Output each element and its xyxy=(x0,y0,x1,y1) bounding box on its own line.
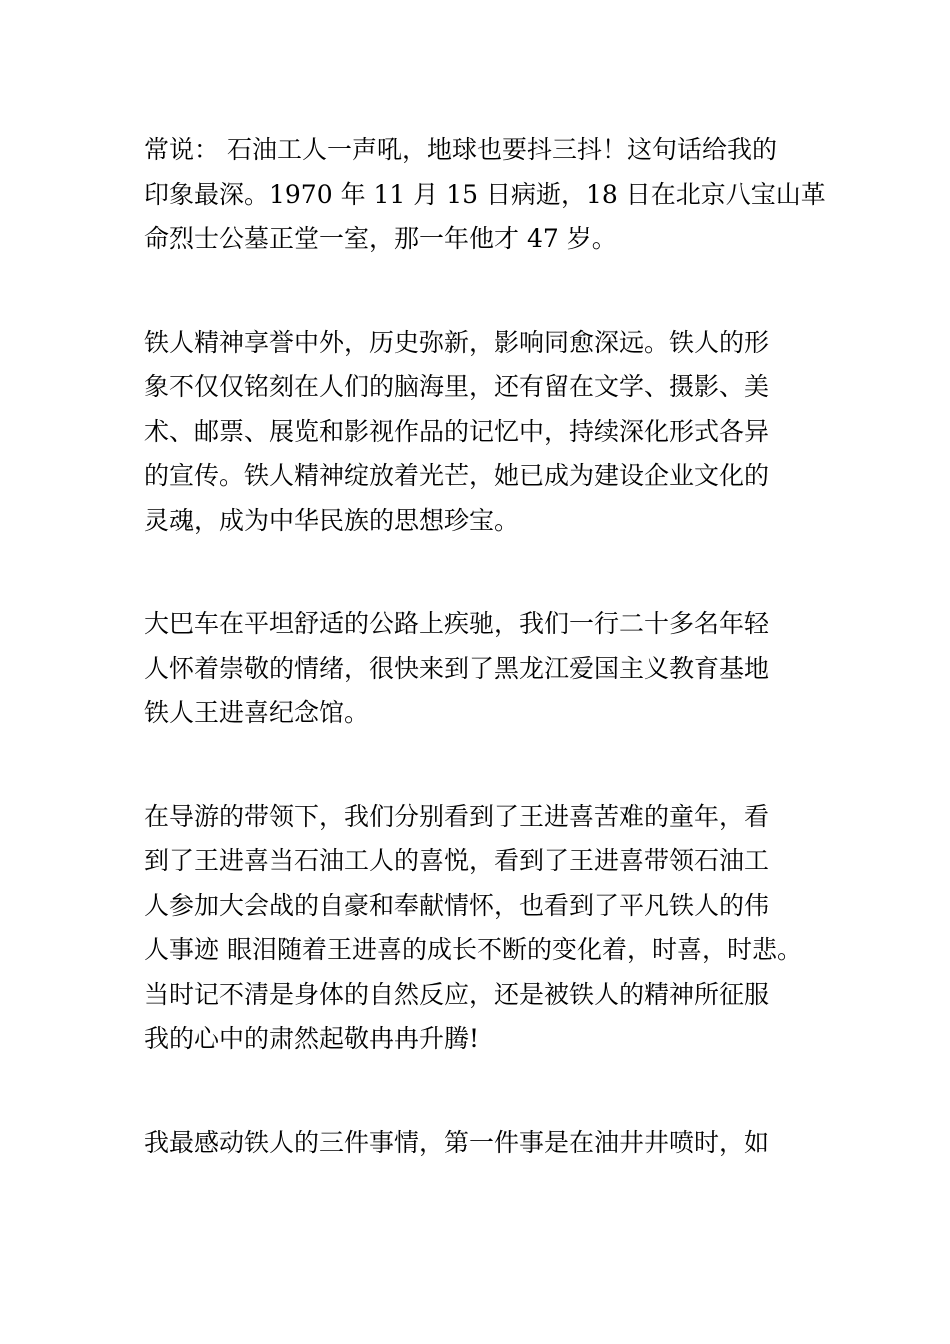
paragraph-gap xyxy=(144,1062,812,1121)
text-line: 印象最深。1970 年 11 月 15 日病逝，18 日在北京八宝山革 xyxy=(144,179,826,209)
text-line: 我最感动铁人的三件事情，第一件事是在油井井喷时，如 xyxy=(144,1127,770,1157)
text-line: 人参加大会战的自豪和奉献情怀，也看到了平凡铁人的伟 xyxy=(144,890,770,920)
text-line: 当时记不清是身体的自然反应，还是被铁人的精神所征服 xyxy=(144,979,770,1009)
paragraph-gap xyxy=(144,543,812,602)
text-line: 我的心中的肃然起敬冉冉升腾! xyxy=(144,1024,480,1053)
text-line: 象不仅仅铭刻在人们的脑海里，还有留在文学、摄影、美 xyxy=(144,372,770,401)
document-body xyxy=(144,128,826,1165)
text-line: 术、邮票、展览和影视作品的记忆中，持续深化形式各异 xyxy=(144,416,770,446)
text-line: 人事迹 眼泪随着王进喜的成长不断的变化着，时喜，时悲。 xyxy=(144,935,802,964)
paragraph-2 xyxy=(144,321,812,544)
text-line: 铁人王进喜纪念馆。 xyxy=(144,698,370,727)
paragraph-gap xyxy=(144,262,812,321)
text-line: 在导游的带领下，我们分别看到了王进喜苦难的童年，看 xyxy=(144,801,770,831)
text-line: 常说： 石油工人一声吼，地球也要抖三抖！这句话给我的 xyxy=(144,135,777,164)
paragraph-1 xyxy=(144,128,826,262)
paragraph-gap xyxy=(144,736,812,795)
text-line: 的宣传。铁人精神绽放着光芒，她已成为建设企业文化的 xyxy=(144,461,770,490)
paragraph-3 xyxy=(144,602,812,736)
text-line: 命烈士公墓正堂一室，那一年他才 47 岁。 xyxy=(144,224,617,253)
paragraph-5 xyxy=(144,1121,812,1166)
text-line: 到了王进喜当石油工人的喜悦，看到了王进喜带领石油工 xyxy=(144,846,770,875)
paragraph-4 xyxy=(144,795,812,1062)
text-line: 大巴车在平坦舒适的公路上疾驰，我们一行二十多名年轻 xyxy=(144,609,770,638)
text-line: 人怀着崇敬的情绪，很快来到了黑龙江爱国主义教育基地 xyxy=(144,653,770,683)
text-line: 铁人精神享誉中外，历史弥新，影响同愈深远。铁人的形 xyxy=(144,327,770,357)
text-line: 灵魂，成为中华民族的思想珍宝。 xyxy=(144,505,520,535)
